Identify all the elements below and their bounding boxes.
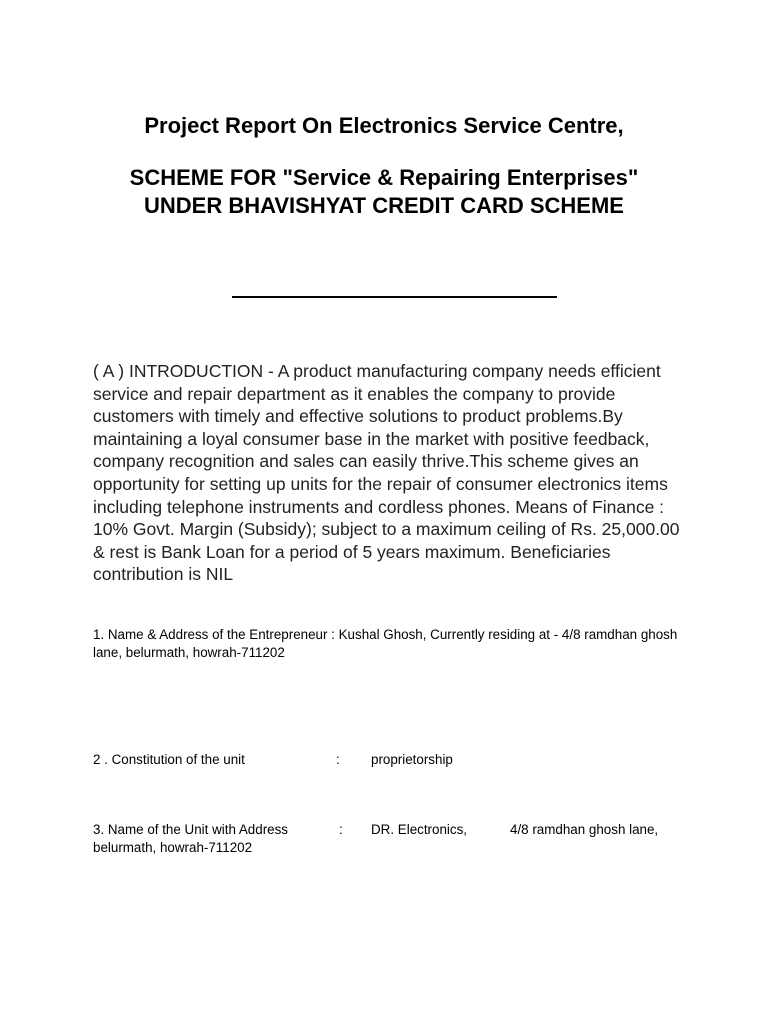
introduction-paragraph: ( A ) INTRODUCTION - A product manufacturing company needs efficient service and repair department as it enables the company to provide customers with timely and effective solutions to product problems.By maintaining a loyal consumer base in the market with positive feedback, company recognition and sales can easily thrive.This scheme gives an opportunity for setting up units for the repair of consumer electronics items including telephone instruments and cordless phones. Means of Finance : 10% Govt. Margin (Subsidy); subject to a maximum ceiling of Rs. 25,000.00 & rest is Bank Loan for a period of 5 years maximum. Beneficiaries contribution is NIL	[93, 361, 680, 585]
entrepreneur-field: 1. Name & Address of the Entrepreneur : Kushal Ghosh, Currently residing at - 4/8 ramdhan ghosh lane, belurmath, howrah-711202	[93, 627, 678, 660]
unit-address-end: belurmath, howrah-711202	[93, 840, 253, 855]
scheme-heading: SCHEME FOR "Service & Repairing Enterprises" UNDER BHAVISHYAT CREDIT CARD SCHEME	[129, 165, 639, 218]
constitution-label: 2 . Constitution of the unit	[93, 752, 245, 767]
unit-label: 3. Name of the Unit with Address	[93, 822, 289, 837]
unit-field	[93, 821, 683, 857]
document-title: Project Report On Electronics Service Centre,	[144, 113, 624, 138]
constitution-separator: :	[336, 752, 340, 767]
unit-address-start: 4/8 ramdhan ghosh lane,	[510, 822, 659, 837]
constitution-field	[93, 751, 683, 769]
unit-field-line	[93, 821, 683, 839]
unit-separator: :	[339, 822, 343, 837]
constitution-value: proprietorship	[371, 752, 453, 767]
unit-name: DR. Electronics,	[371, 822, 467, 837]
horizontal-rule	[232, 296, 557, 298]
